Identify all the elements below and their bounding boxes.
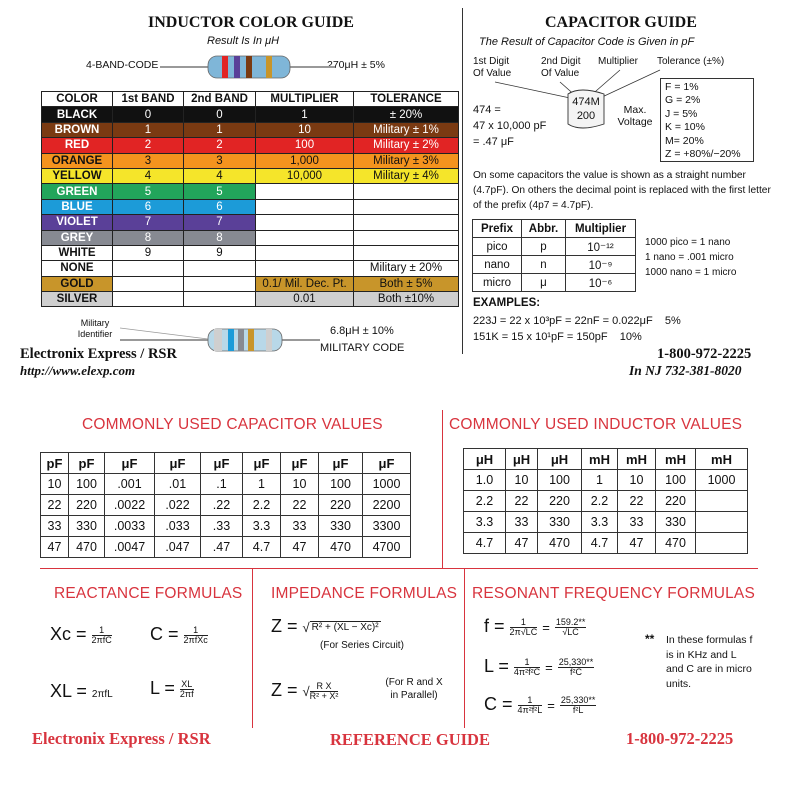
formula-z-series: Z = √ R² + (XL − Xc)² [271, 616, 379, 636]
formula-rhs: 2πfL [91, 689, 113, 700]
table-cell: 330 [656, 512, 696, 533]
ind-values-title: COMMONLY USED INDUCTOR VALUES [449, 416, 743, 433]
inductor-title: INDUCTOR COLOR GUIDE [148, 14, 354, 31]
table-cell: 33 [618, 512, 656, 533]
formula-lhs: Z = [271, 616, 298, 636]
reactance-title: REACTANCE FORMULAS [54, 585, 243, 602]
tolerance-cell: Both ± 5% [354, 276, 459, 291]
col-header: μH [538, 449, 582, 470]
multiplier-cell: 10 [256, 122, 354, 137]
col-header: pF [41, 453, 69, 474]
impedance-title: IMPEDANCE FORMULAS [271, 585, 458, 602]
examples-title: EXAMPLES: [473, 297, 541, 309]
company-name: Electronix Express / RSR [20, 346, 177, 362]
first-band-cell: 3 [113, 153, 184, 168]
frac-den: 4π²f²L [517, 704, 543, 715]
table-row [42, 276, 459, 291]
multiplier-cell [256, 215, 354, 230]
capacitor-title: CAPACITOR GUIDE [545, 14, 697, 31]
table-cell: 220 [656, 491, 696, 512]
inductor-4band-image [160, 52, 335, 82]
table-row [42, 168, 459, 183]
tolerance-cell: Military ± 3% [354, 153, 459, 168]
col-header: TOLERANCE [354, 92, 459, 107]
frac-num: R X [310, 682, 339, 692]
table-cell: 33 [506, 512, 538, 533]
multiplier-cell [256, 245, 354, 260]
table-cell: .0047 [105, 537, 155, 558]
band-code-value: 270μH ± 5% [327, 59, 385, 71]
color-cell: ORANGE [42, 153, 113, 168]
example-474-line1: 474 = [473, 104, 501, 116]
table-cell: 33 [281, 516, 319, 537]
prefix-conversions [645, 235, 736, 280]
table-cell: 10 [41, 474, 69, 495]
table-row [473, 274, 636, 292]
military-value: 6.8μH ± 10% [330, 325, 394, 337]
table-row [464, 533, 748, 554]
second-band-cell: 2 [184, 138, 256, 153]
second-band-cell: 4 [184, 168, 256, 183]
table-cell: 100 [538, 470, 582, 491]
formula-lhs: Z = [271, 680, 298, 700]
tolerance-item: G = 2% [665, 94, 701, 107]
table-cell [696, 512, 748, 533]
formula-xc [50, 624, 112, 645]
frac-num: 25,330** [558, 656, 594, 667]
table-cell: 220 [69, 495, 105, 516]
table-cell: 1.0 [464, 470, 506, 491]
formula-lhs: f = [484, 616, 505, 636]
frac-den: 2πfXc [183, 634, 208, 645]
col-header: mH [618, 449, 656, 470]
table-cell: .22 [201, 495, 243, 516]
formula-c [150, 624, 208, 645]
table-row [41, 516, 411, 537]
series-note: (For Series Circuit) [320, 640, 404, 651]
table-row [42, 215, 459, 230]
table-cell: 330 [319, 516, 363, 537]
table-cell: 220 [538, 491, 582, 512]
capacitor-values-table [40, 452, 411, 558]
conversion-line: 1 nano = .001 micro [645, 252, 734, 263]
multiplier-cell: 1 [256, 107, 354, 122]
table-row [473, 238, 636, 256]
table-cell: 220 [319, 495, 363, 516]
table-row [42, 122, 459, 137]
first-band-cell: 0 [113, 107, 184, 122]
col-header: μF [201, 453, 243, 474]
cap-values-title: COMMONLY USED CAPACITOR VALUES [82, 416, 383, 433]
table-cell: .033 [155, 516, 201, 537]
military-code-label: MILITARY CODE [320, 342, 405, 354]
col-header: 1st BAND [113, 92, 184, 107]
multiplier-cell [256, 230, 354, 245]
col-header: μF [105, 453, 155, 474]
vertical-divider [462, 8, 463, 354]
col-header: μF [319, 453, 363, 474]
tolerance-item: F = 1% [665, 81, 699, 93]
table-row [41, 537, 411, 558]
resonant-title: RESONANT FREQUENCY FORMULAS [472, 585, 756, 602]
col-header: μF [281, 453, 319, 474]
col-header: Abbr. [522, 220, 566, 238]
table-cell: 47 [281, 537, 319, 558]
formula-c-res: C = $\frac{1}{\text{4π²f²L}}$ = $\frac{25,330**}{\text{f²L}}$ [484, 694, 596, 715]
tolerance-item: Z = +80%/−20% [665, 148, 741, 161]
col-header: Multiplier [566, 220, 636, 238]
formula-lhs: Xc = [50, 624, 87, 644]
color-cell: YELLOW [42, 168, 113, 183]
table-cell: 100 [319, 474, 363, 495]
table-cell: 47 [506, 533, 538, 554]
multiplier-cell: 10,000 [256, 168, 354, 183]
table-cell: 470 [538, 533, 582, 554]
red-divider-horizontal [40, 568, 758, 569]
prefix-cell: micro [473, 274, 522, 292]
col-header: μF [243, 453, 281, 474]
table-row [464, 512, 748, 533]
frac-den: 2πf [179, 688, 194, 699]
band-code-label: 4-BAND-CODE [86, 59, 159, 71]
frac-num: 1 [518, 696, 543, 706]
table-row [42, 261, 459, 276]
first-band-cell [113, 276, 184, 291]
col-header: MULTIPLIER [256, 92, 354, 107]
second-band-cell: 5 [184, 184, 256, 199]
first-band-cell [113, 261, 184, 276]
second-band-cell: 7 [184, 215, 256, 230]
capacitor-code-top: 474M [572, 96, 600, 108]
red-divider-vertical [464, 568, 465, 728]
first-band-cell: 1 [113, 122, 184, 137]
frac-num: 1 [184, 626, 208, 636]
table-row [473, 256, 636, 274]
first-band-cell: 4 [113, 168, 184, 183]
second-band-cell: 3 [184, 153, 256, 168]
table-cell: .1 [201, 474, 243, 495]
table-cell: .022 [155, 495, 201, 516]
first-band-cell: 6 [113, 199, 184, 214]
table-row [42, 153, 459, 168]
label-tolerance: Tolerance (±%) [657, 56, 725, 67]
table-cell: 3.3 [243, 516, 281, 537]
capacitor-subtitle: The Result of Capacitor Code is Given in pF [479, 36, 695, 48]
conversion-line: 1000 pico = 1 nano [645, 237, 731, 248]
table-cell: 3.3 [464, 512, 506, 533]
multiplier-cell: 1,000 [256, 153, 354, 168]
first-band-cell: 9 [113, 245, 184, 260]
table-cell: 2.2 [464, 491, 506, 512]
table-cell: 22 [41, 495, 69, 516]
multiplier-cell [256, 199, 354, 214]
capacitor-note: On some capacitors the value is shown as a straight number (4.7pF). On others the decimal point is replaced with the first letter of the prefix (4p7 = 4.7pF). [473, 170, 771, 211]
table-cell: .001 [105, 474, 155, 495]
table-row [42, 184, 459, 199]
formula-z-parallel: Z = √ $\frac{\text{R X}}{\text{R² + X²}}$ [271, 680, 339, 701]
conversion-line: 1000 nano = 1 micro [645, 267, 737, 278]
tolerance-item: M= 20% [665, 134, 704, 147]
table-cell: 470 [69, 537, 105, 558]
first-band-cell: 7 [113, 215, 184, 230]
table-row [41, 495, 411, 516]
table-cell: .33 [201, 516, 243, 537]
col-header: μF [155, 453, 201, 474]
color-cell: VIOLET [42, 215, 113, 230]
table-cell: 470 [656, 533, 696, 554]
first-band-cell: 5 [113, 184, 184, 199]
frac-num: 159.2** [555, 616, 586, 627]
company-url[interactable]: http://www.elexp.com [20, 363, 136, 378]
formula-lhs: L = [484, 656, 509, 676]
table-cell: 10 [618, 470, 656, 491]
first-band-cell: 8 [113, 230, 184, 245]
frac-num: 1 [510, 618, 538, 628]
inductor-subtitle: Result Is In μH [207, 35, 280, 47]
tolerance-cell [354, 184, 459, 199]
col-header: μH [506, 449, 538, 470]
tolerance-cell [354, 215, 459, 230]
second-band-cell: 8 [184, 230, 256, 245]
col-header: mH [582, 449, 618, 470]
table-cell [696, 533, 748, 554]
col-header: μH [464, 449, 506, 470]
color-cell: BLACK [42, 107, 113, 122]
color-cell: SILVER [42, 292, 113, 307]
example-151k: 151K = 15 x 10¹pF = 150pF 10% [473, 331, 642, 343]
table-cell: 33 [41, 516, 69, 537]
col-header: mH [656, 449, 696, 470]
multiplier-cell: 100 [256, 138, 354, 153]
frac-den: f²C [569, 666, 582, 677]
table-row [42, 245, 459, 260]
tolerance-cell [354, 199, 459, 214]
table-cell: .0022 [105, 495, 155, 516]
table-cell: 10 [281, 474, 319, 495]
table-cell: 1000 [363, 474, 411, 495]
col-header: 2nd BAND [184, 92, 256, 107]
frac-den: R² + X² [309, 690, 339, 701]
note-star: ** [645, 632, 655, 646]
formula-rhs: R² + (XL − Xc)² [311, 622, 379, 633]
table-row [42, 292, 459, 307]
example-223j: 223J = 22 x 10³pF = 22nF = 0.022μF 5% [473, 315, 681, 327]
formula-f: f = $\frac{1}{2\pi√LC}$ = $\frac{159.2**}{√LC}$ [484, 616, 586, 637]
second-band-cell: 6 [184, 199, 256, 214]
multiplier-cell: 0.01 [256, 292, 354, 307]
color-cell: GREY [42, 230, 113, 245]
tolerance-cell: Military ± 2% [354, 138, 459, 153]
second-band-cell [184, 261, 256, 276]
frac-num: 25,330** [560, 694, 596, 705]
color-cell: BROWN [42, 122, 113, 137]
formula-lhs: C = [150, 624, 179, 644]
frac-num: XL [181, 678, 193, 689]
formula-lhs: C = [484, 694, 513, 714]
table-cell: .0033 [105, 516, 155, 537]
table-cell: .047 [155, 537, 201, 558]
inductor-color-table [41, 91, 459, 307]
frac-den: 2πfC [91, 634, 112, 645]
table-cell: 100 [656, 470, 696, 491]
color-cell: GOLD [42, 276, 113, 291]
prefix-cell: pico [473, 238, 522, 256]
footer-title: REFERENCE GUIDE [330, 730, 490, 749]
table-cell: 2.2 [582, 491, 618, 512]
multiplier-cell: 10⁻⁶ [566, 274, 636, 292]
table-cell: 4.7 [243, 537, 281, 558]
label-second-digit: 2nd Digit Of Value [541, 56, 581, 79]
table-cell [696, 491, 748, 512]
footer-phone: 1-800-972-2225 [626, 729, 734, 748]
second-band-cell [184, 276, 256, 291]
prefix-cell: nano [473, 256, 522, 274]
table-cell: 47 [41, 537, 69, 558]
table-cell: .01 [155, 474, 201, 495]
color-cell: BLUE [42, 199, 113, 214]
tolerance-cell: Military ± 20% [354, 261, 459, 276]
military-identifier-label: Military Identifier [77, 318, 113, 339]
tolerance-cell: Both ±10% [354, 292, 459, 307]
formula-l [150, 678, 194, 699]
color-cell: RED [42, 138, 113, 153]
company-nj-phone: In NJ 732-381-8020 [629, 363, 742, 378]
table-row [42, 199, 459, 214]
capacitor-code-bottom: 200 [576, 110, 596, 122]
tolerance-item: J = 5% [665, 107, 698, 120]
table-cell: 2.2 [243, 495, 281, 516]
formula-l-res: L = $\frac{1}{\text{4π²f²C}}$ = $\frac{25,330**}{\text{f²C}}$ [484, 656, 594, 677]
formula-xl [50, 681, 113, 702]
table-cell: 1 [582, 470, 618, 491]
table-cell: 330 [69, 516, 105, 537]
inductor-values-table [463, 448, 748, 554]
table-cell: 1 [243, 474, 281, 495]
second-band-cell [184, 292, 256, 307]
col-header: mH [696, 449, 748, 470]
parallel-note: (For R and X in Parallel) [385, 677, 443, 701]
frac-den: 4π²f²C [513, 666, 541, 677]
abbr-cell: n [522, 256, 566, 274]
table-cell: 100 [69, 474, 105, 495]
tolerance-cell: Military ± 1% [354, 122, 459, 137]
example-474-line2: 47 x 10,000 pF [473, 120, 547, 132]
tolerance-key-box [660, 78, 754, 162]
tolerance-cell [354, 245, 459, 260]
table-cell: 4.7 [464, 533, 506, 554]
table-cell: .47 [201, 537, 243, 558]
col-header: COLOR [42, 92, 113, 107]
table-cell: 3300 [363, 516, 411, 537]
multiplier-cell: 10⁻¹² [566, 238, 636, 256]
tolerance-cell: Military ± 4% [354, 168, 459, 183]
frac-den: √LC [562, 626, 579, 637]
frac-den: 2π√LC [509, 626, 538, 637]
footer-company: Electronix Express / RSR [32, 729, 211, 748]
table-row [41, 474, 411, 495]
formula-lhs: XL = [50, 681, 87, 701]
prefix-table [472, 219, 636, 292]
tolerance-cell: ± 20% [354, 107, 459, 122]
color-cell: GREEN [42, 184, 113, 199]
table-cell: 2200 [363, 495, 411, 516]
tolerance-item: K = 10% [665, 121, 705, 134]
table-cell: 1000 [696, 470, 748, 491]
frac-num: 1 [514, 658, 540, 668]
multiplier-cell: 10⁻⁹ [566, 256, 636, 274]
table-cell: 22 [506, 491, 538, 512]
resonant-note: In these formulas f is in KHz and L and C are in micro units. [666, 634, 753, 690]
table-cell: 47 [618, 533, 656, 554]
red-divider-vertical [252, 568, 253, 728]
second-band-cell: 9 [184, 245, 256, 260]
abbr-cell: μ [522, 274, 566, 292]
table-cell: 10 [506, 470, 538, 491]
col-header: μF [363, 453, 411, 474]
first-band-cell: 2 [113, 138, 184, 153]
formula-lhs: L = [150, 678, 175, 698]
table-cell: 4.7 [582, 533, 618, 554]
table-row [42, 230, 459, 245]
table-row [464, 491, 748, 512]
table-row [464, 470, 748, 491]
color-cell: NONE [42, 261, 113, 276]
table-cell: 4700 [363, 537, 411, 558]
frac-den: f²L [572, 704, 584, 715]
second-band-cell: 0 [184, 107, 256, 122]
label-multiplier: Multiplier [598, 56, 639, 67]
table-cell: 22 [281, 495, 319, 516]
multiplier-cell: 0.1/ Mil. Dec. Pt. [256, 276, 354, 291]
table-cell: 3.3 [582, 512, 618, 533]
label-first-digit: 1st Digit Of Value [473, 56, 512, 79]
col-header: Prefix [473, 220, 522, 238]
table-cell: 330 [538, 512, 582, 533]
company-phone: 1-800-972-2225 [657, 346, 752, 362]
first-band-cell [113, 292, 184, 307]
example-474-line3: = .47 μF [473, 136, 514, 148]
red-divider-vertical [442, 410, 443, 568]
frac-num: 1 [92, 626, 112, 636]
multiplier-cell [256, 261, 354, 276]
table-cell: 470 [319, 537, 363, 558]
col-header: pF [69, 453, 105, 474]
tolerance-cell [354, 230, 459, 245]
abbr-cell: p [522, 238, 566, 256]
color-cell: WHITE [42, 245, 113, 260]
table-row [42, 107, 459, 122]
max-voltage-label: Max. Voltage [617, 104, 653, 128]
second-band-cell: 1 [184, 122, 256, 137]
table-cell: 22 [618, 491, 656, 512]
multiplier-cell [256, 184, 354, 199]
table-row [42, 138, 459, 153]
